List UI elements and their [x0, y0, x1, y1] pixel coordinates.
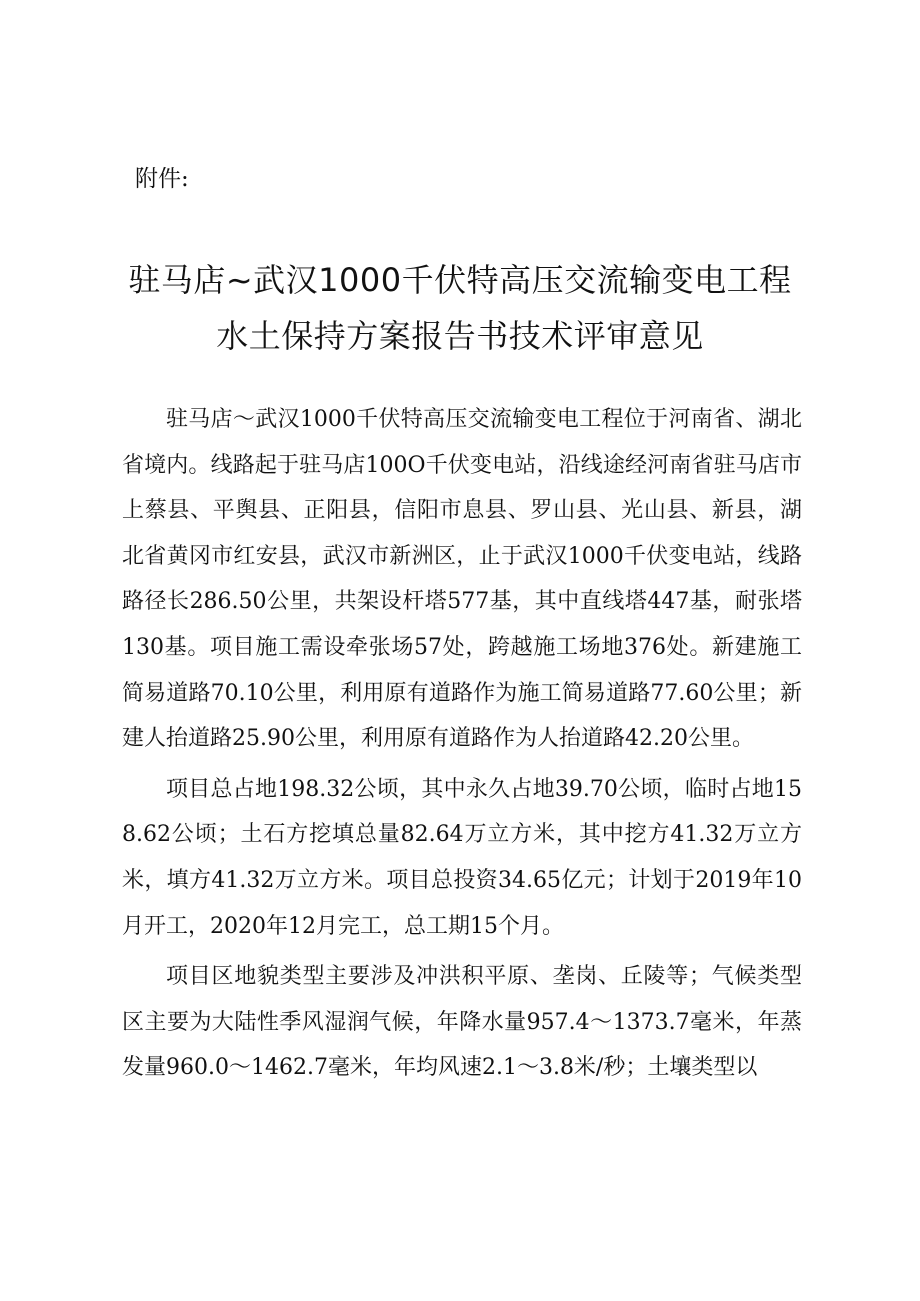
document-title: [0, 252, 920, 364]
paragraph-land-and-investment: 项目总占地198.32公顷，其中永久占地39.70公顷，临时占地158.62公顷；土石方挖填总量82.64万立方米，其中挖方41.32万立方米，填方41.32万立方米。项目总投资34.65亿元；计划于2019年10月开工，2020年12月完工，总工期15个月。: [122, 776, 802, 939]
title-line-1: 驻马店~武汉1000千伏特高压交流输变电工程: [128, 261, 792, 299]
title-line-2: 水土保持方案报告书技术评审意见: [216, 317, 704, 355]
paragraph-project-overview: 驻马店～武汉1000千伏特高压交流输变电工程位于河南省、湖北省境内。线路起于驻马店100O千伏变电站，沿线途经河南省驻马店市上蔡县、平舆县、正阳县，信阳市息县、罗山县、光山县、新县，湖北省黄冈市红安县，武汉市新洲区，止于武汉1000千伏变电站，线路路径长286.50公里，共架设杆塔577基，其中直线塔447基，耐张塔130基。项目施工需设牵张场57处，跨越施工场地376处。新建施工简易道路70.10公里，利用原有道路作为施工简易道路77.60公里；新建人抬道路25.90公里，利用原有道路作为人抬道路42.20公里。: [122, 407, 802, 752]
attachment-label: 附件:: [135, 166, 189, 192]
document-body: [122, 397, 802, 1096]
paragraph-natural-conditions: 项目区地貌类型主要涉及冲洪积平原、垄岗、丘陵等；气候类型区主要为大陆性季风湿润气候，年降水量957.4～1373.7毫米，年蒸发量960.0～1462.7毫米，年均风速2.1～3.8米/秒；土壤类型以: [122, 964, 802, 1081]
